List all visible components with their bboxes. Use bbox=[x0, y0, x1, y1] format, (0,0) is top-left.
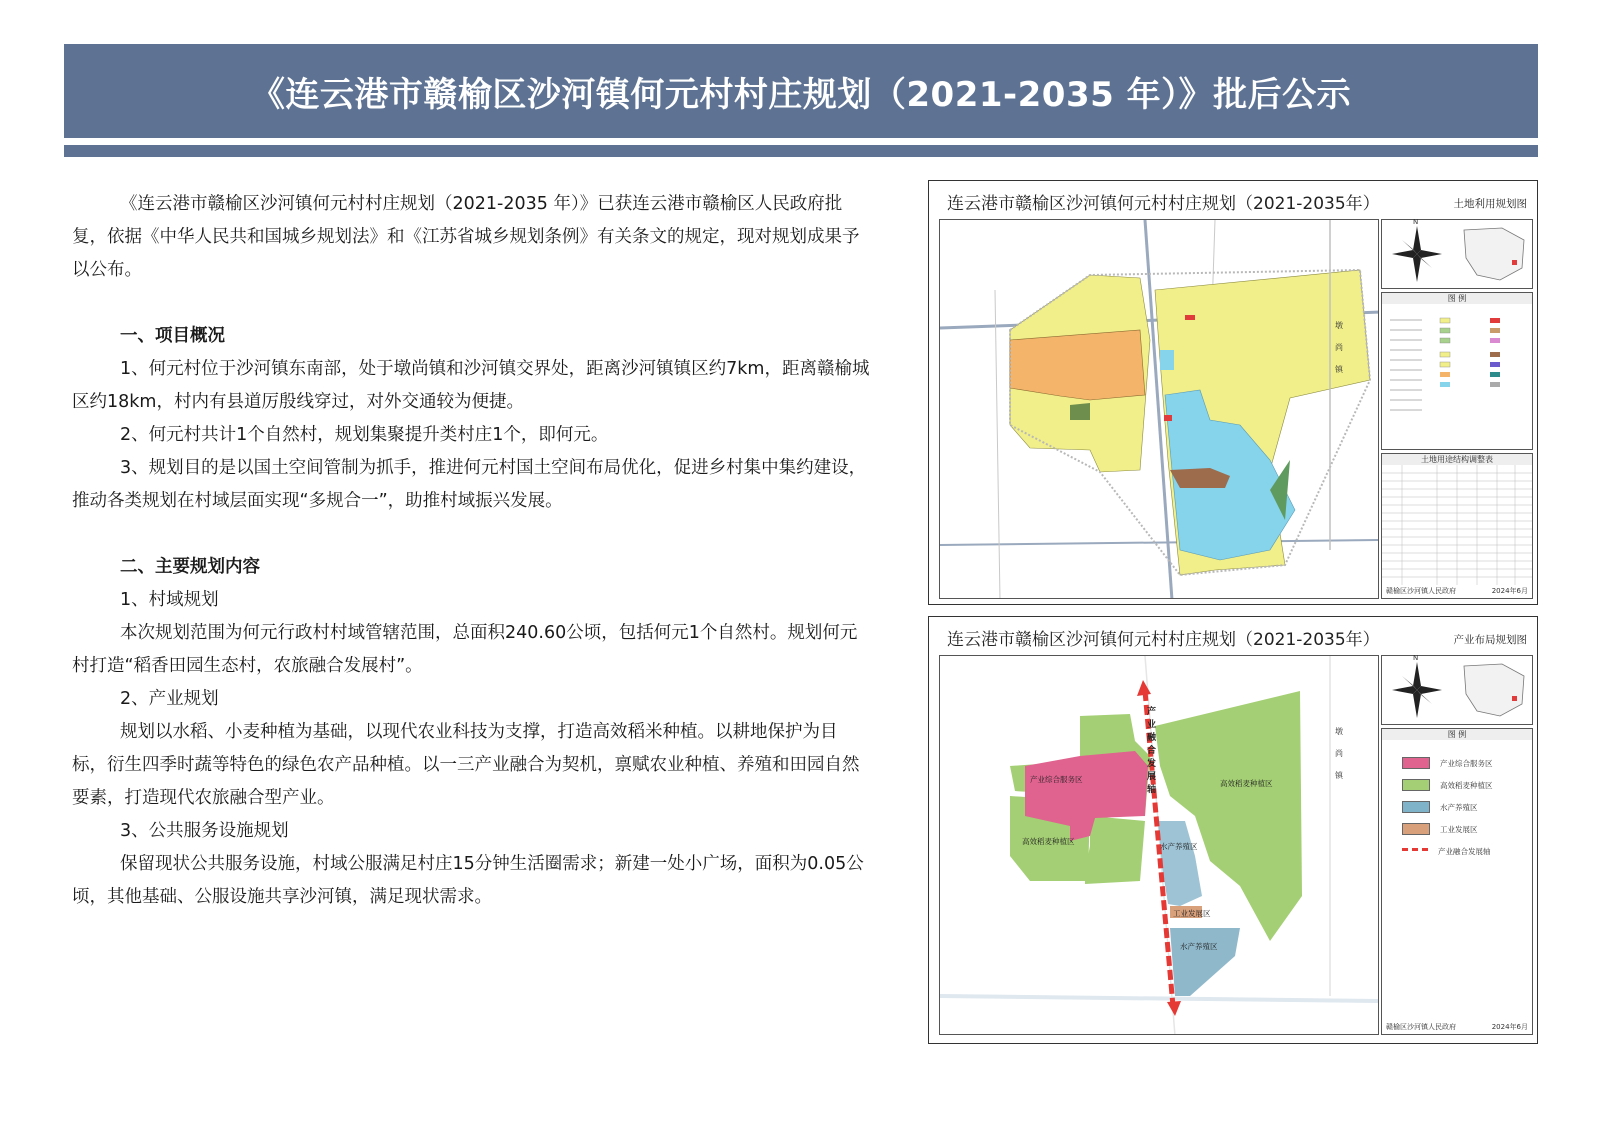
notice-body bbox=[72, 188, 872, 914]
legend-item-industry bbox=[1382, 818, 1532, 840]
industry-planning-paragraph: 规划以水稻、小麦种植为基础，以现代农业科技为支撑，打造高效稻米种植。以耕地保护为目标，衍生四季时蔬等特色的绿色农产品种植。以一三产业融合为契机，禀赋农业种植、养殖和田园自然要素，打造现代农旅融合型产业。 bbox=[72, 722, 860, 808]
land-use-map-legend bbox=[1381, 292, 1533, 450]
industry-legend-title: 图 例 bbox=[1382, 729, 1532, 740]
zone-label-wheat-ne: 高效稻麦种植区 bbox=[1220, 779, 1273, 788]
land-use-legend-title: 图 例 bbox=[1382, 293, 1532, 304]
industry-footer-issuer: 赣榆区沙河镇人民政府 bbox=[1386, 1023, 1456, 1031]
land-use-map-panel bbox=[928, 180, 1538, 605]
land-use-structure-table bbox=[1381, 453, 1533, 599]
title-banner bbox=[64, 44, 1538, 138]
land-use-map bbox=[939, 219, 1379, 599]
legend-swatch bbox=[1402, 848, 1428, 855]
legend-swatch bbox=[1402, 823, 1430, 835]
subheading-village-planning: 1、村域规划 bbox=[120, 590, 219, 610]
land-use-map-title: 连云港市赣榆区沙河镇何元村村庄规划（2021-2035年） bbox=[947, 194, 1380, 214]
legend-label: 水产养殖区 bbox=[1440, 802, 1478, 812]
section-heading-overview: 一、项目概况 bbox=[120, 326, 225, 346]
village-planning-paragraph: 本次规划范围为何元行政村村域管辖范围，总面积240.60公顷，包括何元1个自然村。规划何元村打造“稻香田园生态村，农旅融合发展村”。 bbox=[72, 623, 858, 676]
zone-label-aqua-2: 水产养殖区 bbox=[1180, 942, 1218, 951]
legend-label: 产业融合发展轴 bbox=[1438, 846, 1491, 856]
industry-footer-date: 2024年6月 bbox=[1491, 1023, 1528, 1031]
legend-item-service bbox=[1382, 752, 1532, 774]
industry-north-label: N bbox=[1413, 654, 1419, 662]
industry-map-title: 连云港市赣榆区沙河镇何元村村庄规划（2021-2035年） bbox=[947, 630, 1380, 650]
industry-map-sidebar bbox=[1381, 655, 1533, 1035]
legend-swatch bbox=[1402, 757, 1430, 769]
industry-map-locator bbox=[1381, 655, 1533, 725]
land-use-map-locator bbox=[1381, 219, 1533, 289]
land-use-map-subtitle: 土地利用规划图 bbox=[1453, 198, 1527, 210]
land-use-map-town-label: 墩 尚 镇 bbox=[1335, 321, 1343, 374]
overview-paragraph-2: 2、何元村共计1个自然村，规划集聚提升类村庄1个，即何元。 bbox=[120, 425, 609, 445]
industry-map-town-label: 墩 尚 镇 bbox=[1335, 727, 1343, 780]
legend-label: 产业综合服务区 bbox=[1440, 758, 1493, 768]
land-use-map-drawing bbox=[940, 220, 1379, 599]
zone-label-service: 产业综合服务区 bbox=[1030, 775, 1083, 784]
compass-rose-icon bbox=[1382, 656, 1532, 724]
overview-paragraph-1: 1、何元村位于沙河镇东南部，处于墩尚镇和沙河镇交界处，距离沙河镇镇区约7km，距离赣榆城区约18km，村内有县道厉殷线穿过，对外交通较为便捷。 bbox=[72, 359, 870, 412]
title-divider bbox=[64, 145, 1538, 157]
land-use-table-grid bbox=[1382, 465, 1532, 595]
section-heading-planning: 二、主要规划内容 bbox=[120, 557, 260, 577]
intro-paragraph: 《连云港市赣榆区沙河镇何元村村庄规划（2021-2035 年）》已获连云港市赣榆区人民政府批复，依据《中华人民共和国城乡规划法》和《江苏省城乡规划条例》有关条文的规定，现对规划成果予以公布。 bbox=[72, 194, 860, 280]
industry-map bbox=[939, 655, 1379, 1035]
zone-label-industry: 工业发展区 bbox=[1173, 909, 1211, 918]
page-title: 《连云港市赣榆区沙河镇何元村村庄规划（2021-2035 年）》批后公示 bbox=[250, 74, 1352, 115]
legend-swatch bbox=[1402, 779, 1430, 791]
land-use-map-sidebar bbox=[1381, 219, 1533, 599]
legend-item-aqua bbox=[1382, 796, 1532, 818]
land-use-footer-issuer: 赣榆区沙河镇人民政府 bbox=[1386, 587, 1456, 595]
industry-axis-label: 产业融合发展轴 bbox=[1147, 707, 1157, 795]
zone-label-aqua-1: 水产养殖区 bbox=[1160, 842, 1198, 851]
industry-map-panel bbox=[928, 616, 1538, 1044]
legend-item-axis bbox=[1382, 840, 1532, 862]
zone-label-wheat-sw: 高效稻麦种植区 bbox=[1022, 837, 1075, 846]
legend-swatch bbox=[1402, 801, 1430, 813]
legend-label: 工业发展区 bbox=[1440, 824, 1478, 834]
overview-paragraph-3: 3、规划目的是以国土空间管制为抓手，推进何元村国土空间布局优化，促进乡村集中集约建设，推动各类规划在村域层面实现“多规合一”，助推村域振兴发展。 bbox=[72, 458, 867, 511]
public-facilities-paragraph: 保留现状公共服务设施，村域公服满足村庄15分钟生活圈需求；新建一处小广场，面积为0.05公顷，其他基础、公服设施共享沙河镇，满足现状需求。 bbox=[72, 854, 864, 907]
land-use-legend-swatches bbox=[1382, 304, 1532, 444]
compass-rose-icon bbox=[1382, 220, 1532, 288]
land-use-table-title: 土地用途结构调整表 bbox=[1382, 454, 1532, 465]
industry-map-subtitle: 产业布局规划图 bbox=[1453, 634, 1527, 646]
industry-map-legend bbox=[1381, 728, 1533, 1035]
legend-item-wheat bbox=[1382, 774, 1532, 796]
subheading-public-facilities: 3、公共服务设施规划 bbox=[120, 821, 289, 841]
subheading-industry-planning: 2、产业规划 bbox=[120, 689, 219, 709]
legend-label: 高效稻麦种植区 bbox=[1440, 780, 1493, 790]
land-use-footer-date: 2024年6月 bbox=[1491, 587, 1528, 595]
land-use-north-label: N bbox=[1413, 218, 1419, 226]
